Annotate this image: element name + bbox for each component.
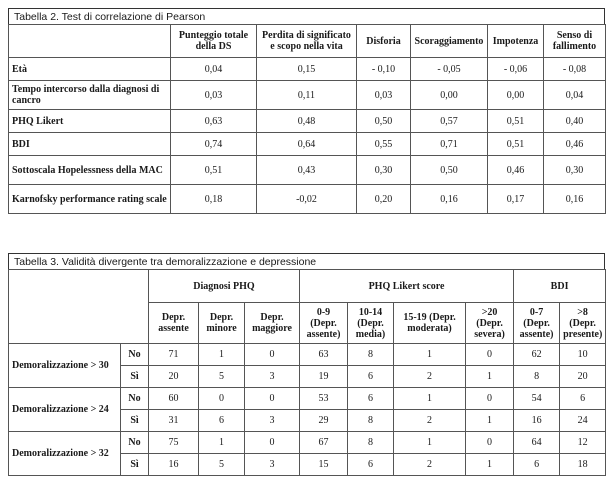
group-header-phq-likert: PHQ Likert score xyxy=(300,270,514,303)
table-cell: 0,63 xyxy=(171,110,257,133)
table-cell: 0,30 xyxy=(544,156,606,185)
column-header: Impotenza xyxy=(488,25,544,58)
row-sublabel: No xyxy=(121,344,149,366)
table-cell: 0,15 xyxy=(257,58,357,81)
table-cell: 6 xyxy=(348,366,394,388)
table-row xyxy=(9,388,606,410)
column-header: Senso di fallimento xyxy=(544,25,606,58)
row-label: Sottoscala Hopelessness della MAC xyxy=(9,156,171,185)
subcolumn-header: >20 (Depr. severa) xyxy=(466,303,514,344)
table-3-caption: Tabella 3. Validità divergente tra demoralizzazione e depressione xyxy=(8,253,605,269)
column-header: Punteggio totale della DS xyxy=(171,25,257,58)
section-label: Demoralizzazione > 30 xyxy=(9,344,121,388)
table-cell: 0,64 xyxy=(257,133,357,156)
table-cell: 15 xyxy=(300,454,348,476)
table-cell: 0,50 xyxy=(411,156,488,185)
row-sublabel: No xyxy=(121,388,149,410)
table-cell: 6 xyxy=(514,454,560,476)
group-header-diagnosi-phq: Diagnosi PHQ xyxy=(149,270,300,303)
table-cell: 8 xyxy=(514,366,560,388)
table-cell: 62 xyxy=(514,344,560,366)
table-cell: 2 xyxy=(394,366,466,388)
row-sublabel: Sì xyxy=(121,366,149,388)
table-cell: 0,51 xyxy=(488,133,544,156)
correlation-table xyxy=(8,24,606,214)
table-cell: 20 xyxy=(560,366,606,388)
table-row xyxy=(9,185,606,214)
table-cell: 0,48 xyxy=(257,110,357,133)
table-2-body xyxy=(9,58,606,214)
table-row xyxy=(9,344,606,366)
table-cell: -0,02 xyxy=(257,185,357,214)
table-cell: 8 xyxy=(348,432,394,454)
table-cell: 19 xyxy=(300,366,348,388)
divergent-validity-table xyxy=(8,269,606,476)
table-cell: 54 xyxy=(514,388,560,410)
row-sublabel: Sì xyxy=(121,454,149,476)
table-cell: 0,50 xyxy=(357,110,411,133)
table-cell: 0,16 xyxy=(544,185,606,214)
table-cell: - 0,06 xyxy=(488,58,544,81)
table-cell: 64 xyxy=(514,432,560,454)
table-cell: 1 xyxy=(466,454,514,476)
table-cell: 10 xyxy=(560,344,606,366)
table-cell: 1 xyxy=(199,344,245,366)
table-cell: 67 xyxy=(300,432,348,454)
table-cell: 53 xyxy=(300,388,348,410)
table-cell: 3 xyxy=(245,366,300,388)
table-cell: 60 xyxy=(149,388,199,410)
table-row xyxy=(9,81,606,110)
subcolumn-header: 0-7 (Depr. assente) xyxy=(514,303,560,344)
table-cell: 20 xyxy=(149,366,199,388)
table-cell: 0,74 xyxy=(171,133,257,156)
table-row xyxy=(9,110,606,133)
table-cell: 0,18 xyxy=(171,185,257,214)
section-label: Demoralizzazione > 24 xyxy=(9,388,121,432)
subcolumn-header: >8 (Depr. presente) xyxy=(560,303,606,344)
table-cell: 0 xyxy=(245,432,300,454)
table-cell: 63 xyxy=(300,344,348,366)
section-label: Demoralizzazione > 32 xyxy=(9,432,121,476)
table-cell: - 0,10 xyxy=(357,58,411,81)
table-cell: 18 xyxy=(560,454,606,476)
table-cell: 0,17 xyxy=(488,185,544,214)
table-cell: 29 xyxy=(300,410,348,432)
table-cell: 2 xyxy=(394,410,466,432)
table-row xyxy=(9,156,606,185)
column-header: Scoraggiamento xyxy=(411,25,488,58)
row-label: Tempo intercorso dalla diagnosi di cancro xyxy=(9,81,171,110)
table-cell: 6 xyxy=(199,410,245,432)
table-cell: 0 xyxy=(199,388,245,410)
table-3-group-header-row xyxy=(9,270,606,303)
table-2 xyxy=(8,8,605,214)
table-2-caption: Tabella 2. Test di correlazione di Pearson xyxy=(8,8,605,24)
table-cell: 1 xyxy=(199,432,245,454)
table-cell: 6 xyxy=(348,454,394,476)
column-header: Perdita di significato e scopo nella vita xyxy=(257,25,357,58)
table-cell: - 0,08 xyxy=(544,58,606,81)
subcolumn-header: Depr. maggiore xyxy=(245,303,300,344)
row-label: Karnofsky performance rating scale xyxy=(9,185,171,214)
table-cell: 0 xyxy=(466,344,514,366)
row-sublabel: Sì xyxy=(121,410,149,432)
table-cell: 0,43 xyxy=(257,156,357,185)
table-cell: 1 xyxy=(466,410,514,432)
table-cell: 8 xyxy=(348,410,394,432)
table-cell: 16 xyxy=(149,454,199,476)
table-3 xyxy=(8,253,605,476)
table-cell: 8 xyxy=(348,344,394,366)
subcolumn-header: 10-14 (Depr. media) xyxy=(348,303,394,344)
table-row xyxy=(9,58,606,81)
table-cell: 3 xyxy=(245,410,300,432)
table-cell: 0,11 xyxy=(257,81,357,110)
table-cell: 0 xyxy=(245,344,300,366)
subcolumn-header: 15-19 (Depr. moderata) xyxy=(394,303,466,344)
table-cell: 71 xyxy=(149,344,199,366)
subcolumn-header: 0-9 (Depr. assente) xyxy=(300,303,348,344)
table-cell: 1 xyxy=(394,432,466,454)
table-cell: 0,40 xyxy=(544,110,606,133)
table-cell: 0,04 xyxy=(171,58,257,81)
row-label: BDI xyxy=(9,133,171,156)
table-cell: 3 xyxy=(245,454,300,476)
row-label: Età xyxy=(9,58,171,81)
table-cell: 1 xyxy=(394,344,466,366)
table-cell: 0,46 xyxy=(544,133,606,156)
table-3-corner xyxy=(9,270,149,344)
table-cell: 5 xyxy=(199,366,245,388)
table-cell: 0,00 xyxy=(411,81,488,110)
table-cell: 0,71 xyxy=(411,133,488,156)
table-cell: 0,57 xyxy=(411,110,488,133)
table-cell: 0 xyxy=(466,388,514,410)
subcolumn-header: Depr. minore xyxy=(199,303,245,344)
row-label: PHQ Likert xyxy=(9,110,171,133)
table-cell: 0 xyxy=(245,388,300,410)
table-cell: 31 xyxy=(149,410,199,432)
table-cell: 2 xyxy=(394,454,466,476)
table-cell: 16 xyxy=(514,410,560,432)
table-cell: 0,51 xyxy=(171,156,257,185)
table-cell: 0,30 xyxy=(357,156,411,185)
table-2-header-row xyxy=(9,25,606,58)
table-cell: 24 xyxy=(560,410,606,432)
subcolumn-header: Depr. assente xyxy=(149,303,199,344)
table-cell: 1 xyxy=(466,366,514,388)
table-cell: 6 xyxy=(348,388,394,410)
group-header-bdi: BDI xyxy=(514,270,606,303)
table-cell: 0,55 xyxy=(357,133,411,156)
table-cell: 0,00 xyxy=(488,81,544,110)
table-cell: 12 xyxy=(560,432,606,454)
table-cell: 0,03 xyxy=(171,81,257,110)
table-cell: 0,20 xyxy=(357,185,411,214)
table-row xyxy=(9,432,606,454)
table-cell: 5 xyxy=(199,454,245,476)
row-sublabel: No xyxy=(121,432,149,454)
table-3-body xyxy=(9,344,606,476)
table-cell: 0,46 xyxy=(488,156,544,185)
table-cell: 0,03 xyxy=(357,81,411,110)
table-2-corner xyxy=(9,25,171,58)
table-row xyxy=(9,133,606,156)
table-cell: 6 xyxy=(560,388,606,410)
column-header: Disforia xyxy=(357,25,411,58)
table-cell: 0 xyxy=(466,432,514,454)
table-cell: 1 xyxy=(394,388,466,410)
table-cell: 0,51 xyxy=(488,110,544,133)
table-cell: - 0,05 xyxy=(411,58,488,81)
table-cell: 0,16 xyxy=(411,185,488,214)
table-cell: 0,04 xyxy=(544,81,606,110)
table-cell: 75 xyxy=(149,432,199,454)
